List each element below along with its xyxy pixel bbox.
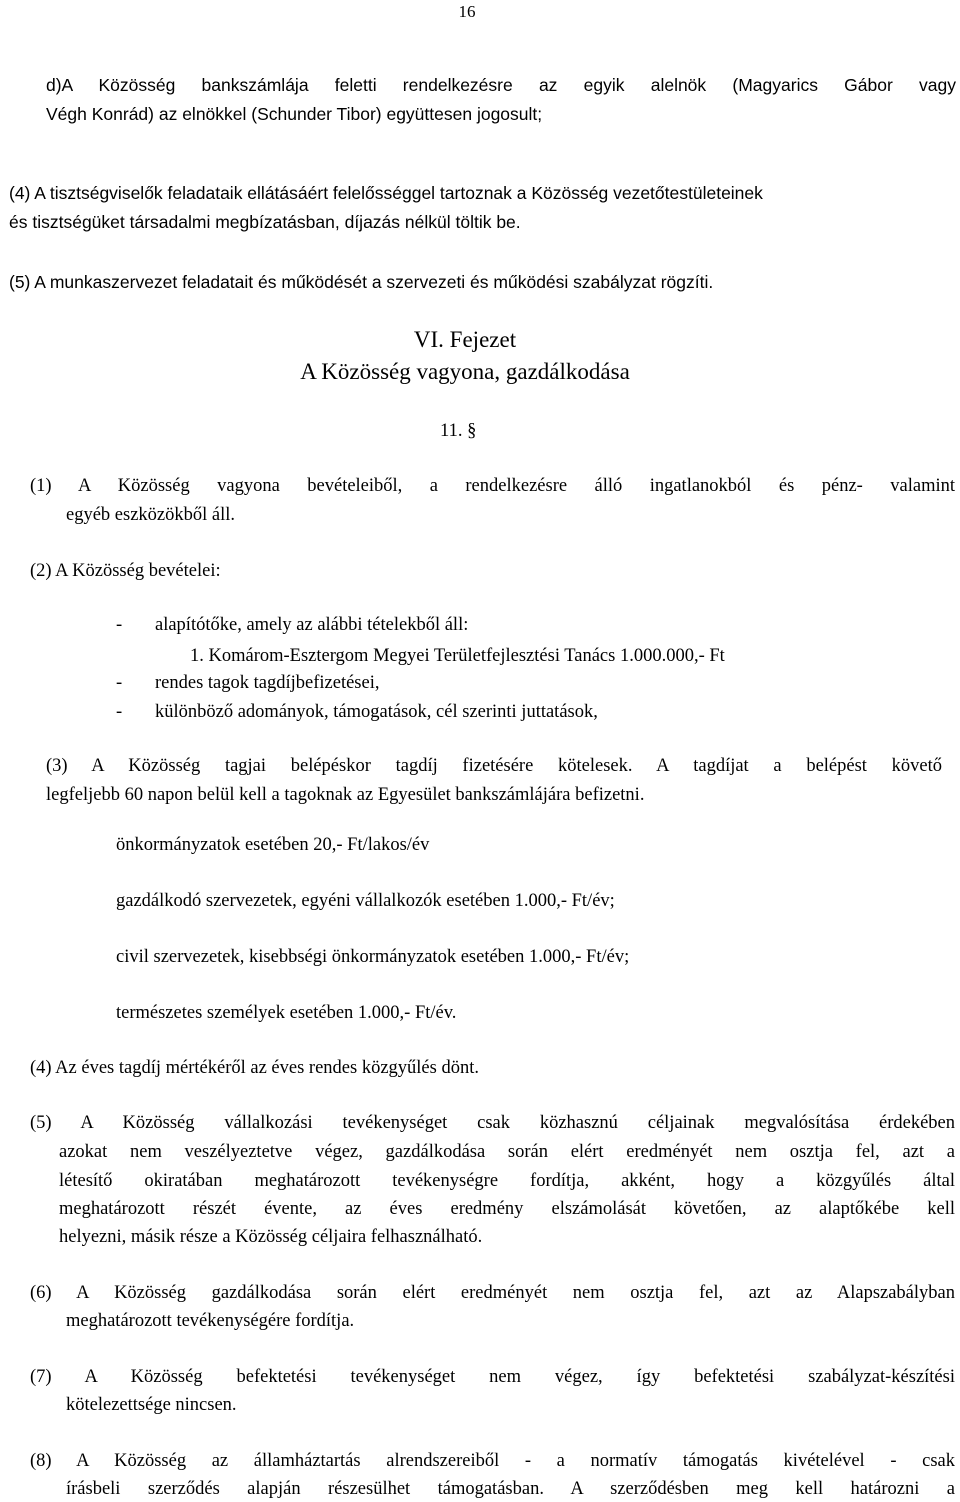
- section-5-line-2: azokat nem veszélyeztetve végez, gazdálkodása során elért eredményét nem osztja fel, azt a: [59, 1142, 955, 1162]
- fee-item: gazdálkodó szervezetek, egyéni vállalkozók esetében 1.000,- Ft/év;: [116, 891, 615, 911]
- paragraph-5: (5) A munkaszervezet feladatait és működését a szervezeti és működési szabályzat rögzíti.: [9, 272, 714, 292]
- fee-item: civil szervezetek, kisebbségi önkormányzatok esetében 1.000,- Ft/év;: [116, 947, 630, 967]
- fee-item: természetes személyek esetében 1.000,- Ft/év.: [116, 1003, 457, 1023]
- section-5-line-1: (5) A Közösség vállalkozási tevékenységet csak közhasznú céljainak megvalósítása érdekében: [30, 1113, 955, 1133]
- d-clause-line-2: Végh Konrád) az elnökkel (Schunder Tibor) együttesen jogosult;: [46, 104, 543, 124]
- section-1-line-1: (1) A Közösség vagyona bevételeiből, a rendelkezésre álló ingatlanokból és pénz- valamint: [30, 476, 955, 496]
- section-8-line-2: írásbeli szerződés alapján részesülhet támogatásban. A szerződésben meg kell határozni a: [66, 1479, 955, 1499]
- section-3-line-2: legfeljebb 60 napon belül kell a tagoknak az Egyesület bankszámlájára befizetni.: [46, 785, 645, 805]
- section-5-line-4: meghatározott részét évente, az éves eredmény elszámolását követően, az alaptőkébe kell: [59, 1199, 955, 1219]
- section-6-line-1: (6) A Közösség gazdálkodása során elért eredményét nem osztja fel, azt az Alapszabályban: [30, 1283, 955, 1303]
- page-number: 16: [458, 2, 476, 21]
- paragraph-4-line-2: és tisztségüket társadalmi megbízatásban, díjazás nélkül töltik be.: [9, 212, 521, 232]
- section-2-intro: (2) A Közösség bevételei:: [30, 561, 221, 581]
- section-5-line-3: létesítő okiratában meghatározott tevékenységre fordítja, akként, hogy a közgyűlés által: [59, 1171, 955, 1191]
- section-8-line-1: (8) A Közösség az államháztartás alrendszereiből - a normatív támogatás kivételével - csak: [30, 1451, 955, 1471]
- list-dash: -: [116, 673, 123, 693]
- list-item-text: 1. Komárom-Esztergom Megyei Területfejlesztési Tanács 1.000.000,- Ft: [190, 646, 725, 666]
- section-1-line-2: egyéb eszközökből áll.: [66, 505, 236, 525]
- paragraph-4-line-1: (4) A tisztségviselők feladataik ellátásáért felelősséggel tartoznak a Közösség vezetőtestületeinek: [9, 183, 763, 203]
- section-number: 11. §: [440, 421, 477, 441]
- section-7-line-1: (7) A Közösség befektetési tevékenységet nem végez, így befektetési szabályzat-készítési: [30, 1367, 955, 1387]
- section-3-line-1: (3) A Közösség tagjai belépéskor tagdíj fizetésére kötelesek. A tagdíjat a belépést követő: [46, 756, 942, 776]
- chapter-number: VI. Fejezet: [413, 327, 517, 352]
- d-clause-line-1: d)A Közösség bankszámlája feletti rendelkezésre az egyik alelnök (Magyarics Gábor vagy: [46, 75, 956, 95]
- list-item-text: alapítótőke, amely az alábbi tételekből áll:: [155, 615, 469, 635]
- fee-item: önkormányzatok esetében 20,- Ft/lakos/év: [116, 835, 430, 855]
- list-item-text: különböző adományok, támogatások, cél szerinti juttatások,: [155, 702, 598, 722]
- section-4: (4) Az éves tagdíj mértékéről az éves rendes közgyűlés dönt.: [30, 1058, 479, 1078]
- list-item-text: rendes tagok tagdíjbefizetései,: [155, 673, 380, 693]
- chapter-title: A Közösség vagyona, gazdálkodása: [300, 359, 630, 384]
- section-6-line-2: meghatározott tevékenységére fordítja.: [66, 1311, 355, 1331]
- list-dash: -: [116, 702, 123, 722]
- section-7-line-2: kötelezettsége nincsen.: [66, 1395, 237, 1415]
- list-dash: -: [116, 615, 123, 635]
- section-5-line-5: helyezni, másik része a Közösség céljaira felhasználható.: [59, 1227, 483, 1247]
